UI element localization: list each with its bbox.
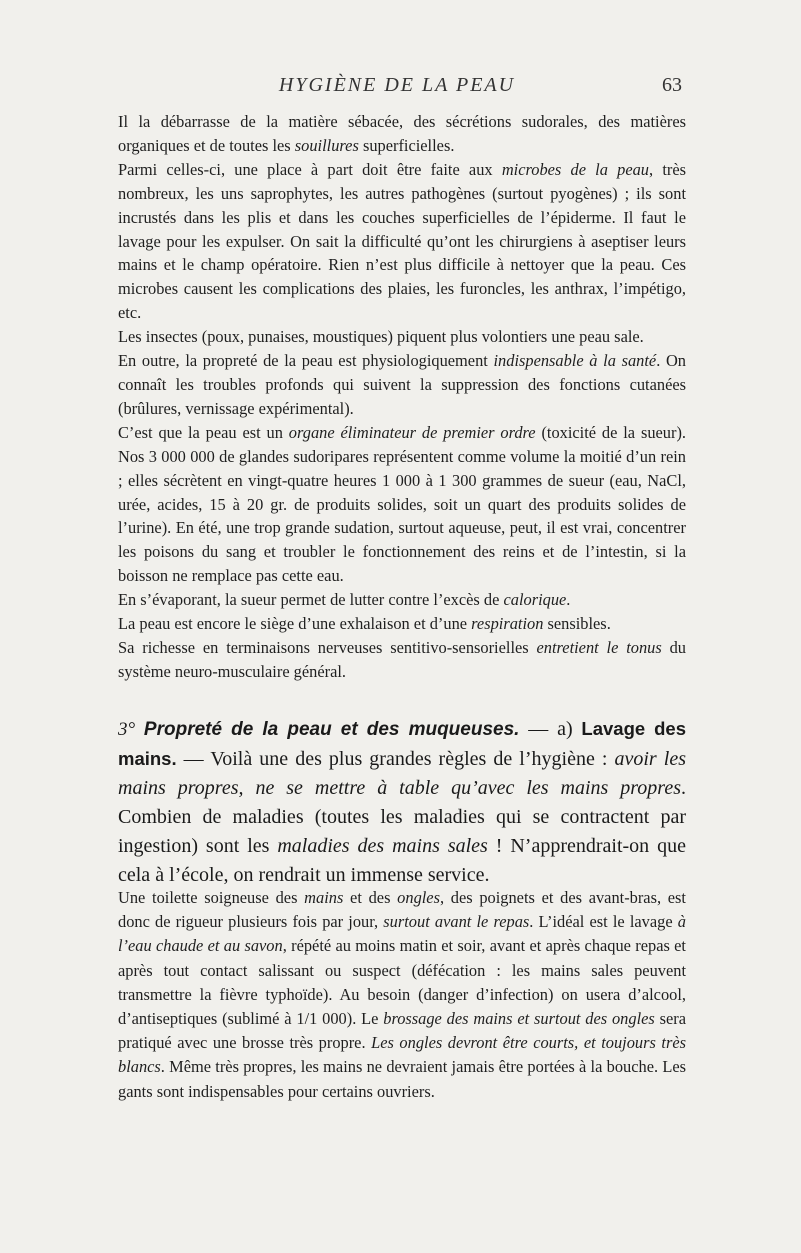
text-run: Les insectes (poux, punaises, moustiques) piquent plus volontiers une peau sale. <box>118 327 644 347</box>
section-number: 3° <box>118 719 136 740</box>
running-title: HYGIÈNE DE LA PEAU <box>278 74 516 96</box>
paragraph <box>118 588 686 612</box>
page-number: 63 <box>662 74 682 96</box>
paragraph <box>118 158 686 325</box>
text-run: (toxicité de la sueur). Nos 3 000 000 de glandes sudoripares représentent comme volume la moitié d’un rein ; elles sécrètent en vingt-quatre heures 1 000 à 1 300 grammes de sueur (eau, NaCl, urée, acides, 15 à 20 gr. de produits solides, soit un quart des produits solides de l’urine). En été, une trop grande sudation, surtout aqueuse, peut, il est vrai, concentrer les poisons du sang et troubler le fonctionnement des reins et de l’intestin, si la boisson ne remplace pas cette eau. <box>118 422 687 586</box>
italic-phrase: mains <box>304 888 344 907</box>
italic-phrase: microbes de la peau <box>501 159 650 179</box>
italic-phrase: souillures <box>294 135 359 155</box>
paragraph <box>118 110 686 158</box>
text-run: Il la débarrasse de la matière sébacée, des sécrétions sudorales, des matières organiques et de toutes les <box>118 112 686 155</box>
text-run: sera pratiqué avec une brosse très propre. <box>118 1009 687 1053</box>
section-text-2: . Combien de maladies (toutes les maladies qui se contractent par ingestion) sont les <box>118 777 686 857</box>
section-text-1: — Voilà une des plus grandes règles de l’hygiène : <box>176 748 615 770</box>
italic-phrase: surtout avant le repas <box>383 912 530 932</box>
section-italic-2: maladies des mains sales <box>277 835 488 857</box>
italic-phrase: à l’eau chaude et au savon <box>118 912 686 956</box>
italic-phrase: calorique <box>503 590 567 610</box>
text-run: . Même très propres, les mains ne devraient jamais être portées à la bouche. Les gants sont indispensables pour certains ouvriers. <box>118 1057 686 1101</box>
text-run: . L’idéal est le lavage <box>529 912 678 932</box>
italic-phrase: Les ongles devront être courts, et toujours très blancs <box>118 1033 686 1077</box>
paragraph <box>118 325 686 349</box>
paragraph <box>118 636 686 684</box>
paragraph <box>118 612 686 636</box>
section-title: Propreté de la peau et des muqueuses. <box>143 719 520 740</box>
text-run: En s’évaporant, la sueur permet de lutter contre l’excès de <box>118 590 504 610</box>
italic-phrase: brossage des mains et surtout des ongles <box>383 1009 655 1029</box>
text-run: . <box>566 590 571 610</box>
paragraph <box>118 421 686 588</box>
italic-phrase: respiration <box>471 614 544 634</box>
text-run: Une toilette soigneuse des <box>118 888 305 907</box>
upper-text-block <box>118 110 686 684</box>
text-run: , des poignets et des avant-bras, est donc de rigueur plusieurs fois par jour, <box>118 888 686 932</box>
page-header <box>112 42 682 96</box>
subsection-title: Lavage des mains. <box>118 718 687 769</box>
section-dash: — a) <box>519 718 582 740</box>
text-run: Sa richesse en terminaisons nerveuses sentitivo-sensorielles <box>118 637 537 657</box>
text-run: superficielles. <box>358 135 455 155</box>
lower-text-block <box>118 886 686 1104</box>
italic-phrase: entretient le tonus <box>536 637 662 657</box>
lower-paragraph <box>118 886 686 1104</box>
text-run: et des <box>343 888 398 907</box>
text-run: , répété au moins matin et soir, avant et après chaque repas et après tout contact salissant ou suspect (défécation : les mains sales peuvent transmettre la fièvre typhoïde). Au besoin (danger d’infection) on usera d’alcool, d’antiseptiques (sublimé à 1/1 000). Le <box>118 936 686 1029</box>
text-run: , très nombreux, les uns saprophytes, les autres pathogènes (surtout pyogènes) ; ils sont incrustés dans les plis et dans les couches superficielles de l’épiderme. Il faut le lavage pour les expulser. On sait la difficulté qu’ont les chirurgiens à aseptiser leurs mains et le champ opératoire. Rien n’est plus difficile à nettoyer que la peau. Ces microbes causent les complications des plaies, les furoncles, les anthrax, l’impétigo, etc. <box>118 159 686 323</box>
text-run: Parmi celles-ci, une place à part doit être faite aux <box>118 159 502 179</box>
section-text-3: ! N’apprendrait-on que cela à l’école, on rendrait un immense service. <box>118 835 686 886</box>
text-run: sensibles. <box>543 614 611 634</box>
text-run: du système neuro-musculaire général. <box>118 637 686 681</box>
paragraph <box>118 349 686 421</box>
section-italic-1: avoir les mains propres, ne se mettre à table qu’avec les mains propres <box>118 748 686 799</box>
text-run: . On connaît les troubles profonds qui suivent la suppression des fonctions cutanées (brûlures, vernissage expérimental). <box>118 351 686 418</box>
text-run: C’est que la peau est un <box>118 422 289 442</box>
text-run: En outre, la propreté de la peau est physiologiquement <box>118 351 494 371</box>
italic-phrase: ongles <box>397 888 440 907</box>
italic-phrase: organe éliminateur de premier ordre <box>288 422 536 442</box>
section-paragraph <box>118 714 686 890</box>
text-run: La peau est encore le siège d’une exhalaison et d’une <box>118 614 472 634</box>
italic-phrase: indispensable à la santé <box>493 351 657 371</box>
